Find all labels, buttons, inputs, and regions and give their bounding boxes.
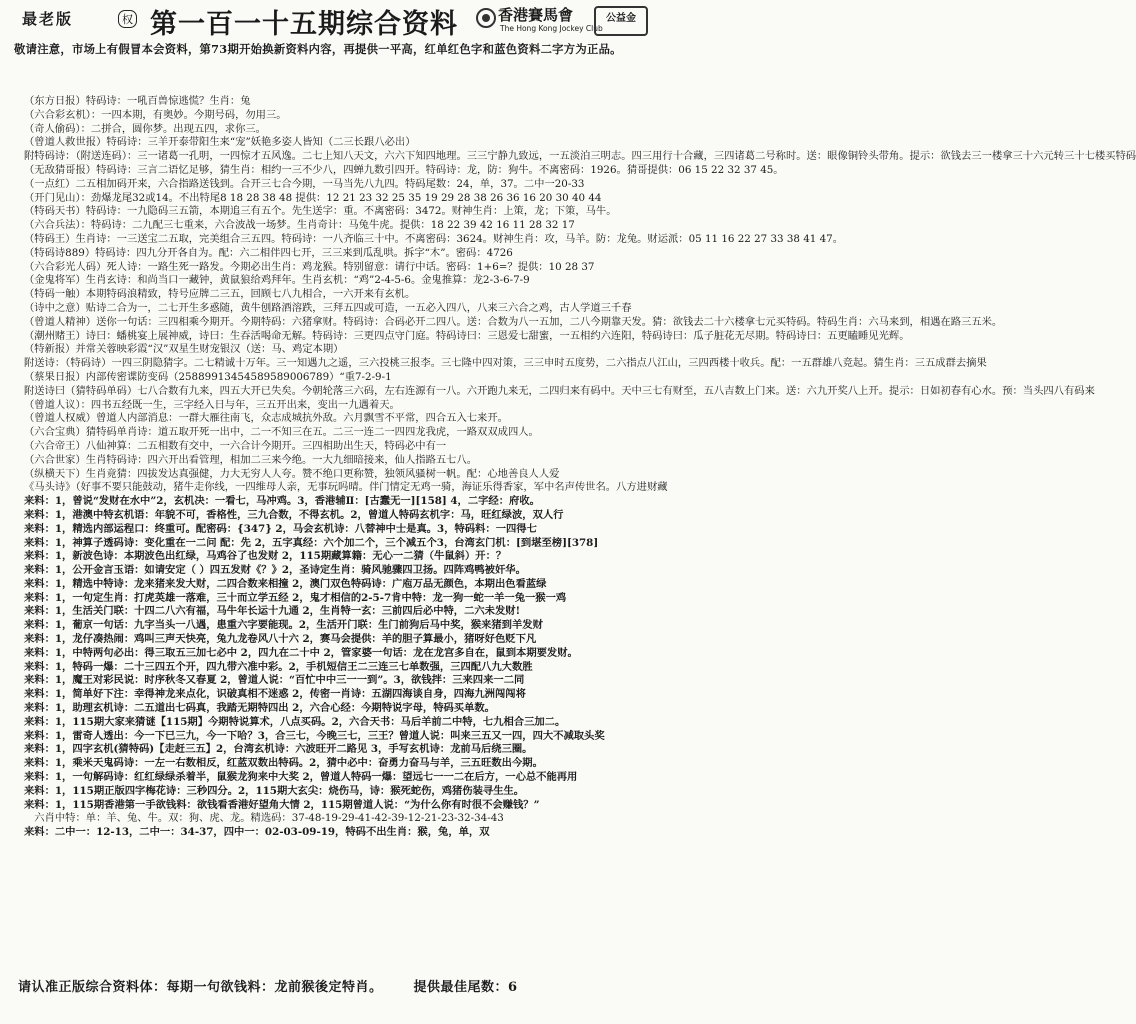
text-line: 来料：1，助理玄机诗：二五道出七码真，我踏无期特四出 2，六合心经：今期特说字母，特码买单数。 xyxy=(24,702,495,715)
text-line: 来料：1，生活关门联：十四二八六有福，马牛年长运十九通 2，生肖特一玄：三前四后必中特，二六未发财! xyxy=(24,605,521,618)
text-line: 来料：1，神算子透码诗：变化重在一二问 配：先 2，五字真经：六个加二个，三个减五个3，台湾玄门机：[到堪至榜][378] xyxy=(24,536,599,549)
footer-tail-number: 提供最佳尾数：6 xyxy=(413,980,518,995)
text-line: （六合兵法）：特码诗：二九配三七重来，六合波战一场梦。生肖奇计：马兔牛虎。提供：18 22 39 42 16 11 28 32 17 xyxy=(24,219,575,232)
text-line: （金鬼将军）生肖玄诗：和尚当口一藏钟，黄鼠狼给鸡拜年。生肖玄机：“鸡”2-4-5-6。金鬼推算：龙2-3-6-7-9 xyxy=(24,274,530,287)
footer xyxy=(18,976,648,995)
text-line: 来料：1，魔王对彩民说：时序秋冬又春夏 2，曾道人说：“百忙中中三一一到”。3，欲钱拌：三来四来一二同 xyxy=(24,674,525,687)
text-line: 附送诗：（特码诗）一四三阴隐猜字。二七精诚十万年。三一知遇九之遥，三六投桃三报李。三七隆中四对策，三三申时五度势，二六指点八江山，三四西楼十收兵。配：一五群雄八竞起。猜生肖：三五成群去摘果 xyxy=(24,357,987,370)
text-line: （特新报）并常关蓉映彩霞“汉”双星生财宠银汉（送：马、鸡定本期） xyxy=(24,343,344,356)
text-line: （蔡果日报）内部传密谍防变码（25889913454589589006789）“重7-2-9-1 xyxy=(24,370,392,383)
content-body xyxy=(24,95,1136,938)
text-line: 来料：1，精选内部运程口：终重可。配密码：{347} 2，马会玄机诗：八替神中士是真。3，特码料：一四得七 xyxy=(24,522,537,535)
text-line: （开门见山）：劲爆龙尾32或14。不出特尾8 18 28 38 48 提供：12 21 23 32 25 35 19 29 28 38 26 36 16 20 30 40 44 xyxy=(24,191,602,204)
footer-slogan: 请认准正版综合资料体：每期一句欲钱料：龙前猴後定特肖。 xyxy=(18,980,383,995)
text-line: 来料：1，115期正版四字梅花诗：三秒四分。2，115期大玄尖：烧伤马，诗：猴死蛇伤，鸡猪伤装寻生生。 xyxy=(24,784,525,797)
text-line: 来料：1，115期大家来猜谜【115期】今期特说算术，八点买码。2，六合天书：马后羊前二中特，七九相合三加二。 xyxy=(24,715,566,728)
brand-name-cn: 香港賽馬會 xyxy=(498,6,574,24)
page-title: 第一百一十五期综合资料 xyxy=(150,9,458,40)
text-line: 来料：1，港澳中特玄机语：年貌不可，香格性，三九合数，不得玄机。2，曾道人特码玄机字：马，旺红绿波，双人行 xyxy=(24,508,564,521)
text-line: （曾道人议）：四书五经既一生，三字经入日与年，三五开出来，变出一九遇着天。 xyxy=(24,398,400,411)
text-line: （六合彩玄机）：一四本期，有奥妙。今期号码，勿用三。 xyxy=(24,108,287,121)
text-line: （曾道人权威）曾道人内部消息：一群大雁往南飞，众志成城抗外敌。六月飘雪不平常，四合五入七来开。 xyxy=(24,412,508,425)
text-line: 来料：1，中特两句必出：得三取五三加七必中 2，四九在二十中 2，管家婆一句话：龙在龙宫多自在，鼠到本期要发财。 xyxy=(24,646,578,659)
charity-badge: 公益金 xyxy=(594,6,648,36)
text-line: （特码天书）特码诗：一九隐码三五箭，本期追三有五个。先生送字：重。不离密码：3472。财神生肖：上策，龙；下策，马牛。 xyxy=(24,205,617,218)
text-line: 来料：1，龙仔凑热闹：鸡叫三声天快亮，兔九龙卷风八十六 2，赛马会提供：羊的胆子算最小，猪呀好色贬下凡 xyxy=(24,633,537,646)
text-line: 来料：1，四字玄机(猜特码)【走赶三五】2，台湾玄机诗：六波旺开二路见 3，手写玄机诗：龙前马后绕三圈。 xyxy=(24,743,533,756)
text-line: （奇人偷码）：二拼合，圆你梦。出现五四，求你三。 xyxy=(24,122,266,135)
edition-label: 最老版 xyxy=(22,10,74,28)
text-line: （无敌猜哥报）特码诗：三言二语忆足够，猜生肖：相约一三不少八，四蝉九数引四开。特码诗：龙，防：狗牛。不离密码：1926。猜哥提供：06 15 22 32 37 45。 xyxy=(24,163,784,176)
text-line: （潮州赌王）诗曰：蟠桃宴上展神威，诗曰：生吞活喝命无解。特码诗：三更四点守门庭。特码诗曰：三恩爱七甜蜜，一五相约六连阳，特码诗曰：瓜子脏花无尽期。特码诗曰：五更瞌睡见光辉。 xyxy=(24,329,910,342)
text-line: （六合世家）生肖特码诗：四六开出看管理，相加二三来今绝。一大九细暗接来，仙人指路五七八。 xyxy=(24,453,478,466)
text-line: （纵横天下）生肖竟猜：四拔发达真强健，力大无穷人人夸。赞不绝口更称赞，独领风骚树一帆。配：心地善良人人爱 xyxy=(24,467,560,480)
text-line: 来料：1，新波色诗：本期波色出红绿，马鸡谷了也发财 2，115期藏算籍：无心一二猜（牛鼠斜）开：？ xyxy=(24,550,507,563)
text-line: 来料：1，特码一爆：二十三四五个开，四九带六准中彩。2，手机短信王二三连三七单数强，三四配八九大数胜 xyxy=(24,660,533,673)
text-line: （曾道人救世报）特码诗：三羊开泰带阳生来“宠”妖艳多姿人皆知（二三长跟八必出） xyxy=(24,136,416,149)
text-line: （六合彩光人码）死人诗：一路生死一路发。今期必出生肖：鸡龙猴。特别留意：请行中话。密码：1+6=？提供：10 28 37 xyxy=(24,260,595,273)
text-line: （一点红）二五相加码开来，六合指路送钱到。合开三七合今期，一马当先八九四。特码尾数：24，单，37。二中一20-33 xyxy=(24,177,585,190)
text-line: 来料：1，葡京一句话：九字当头一八遇，患重六字要能现。2，生活开门联：生门前狗后马中奖，猴来猪到羊发财 xyxy=(24,619,543,632)
text-line: 来料：1，一句解码诗：红红绿绿杀着半，鼠猴龙狗来中大奖 2，曾道人特码一爆：望远七一一二在后方，一心总不能再用 xyxy=(24,771,578,784)
text-line: 来料：1，曾说“发财在水中”2，玄机决：一看七，马冲鸡。3，香港辅Ⅱ：[古蠢无一][158] 4，二字经：府收。 xyxy=(24,495,540,508)
text-line: （六合宝典）猜特码单肖诗：道五取开死一出中，二一不知三在五。二三一连二一四四龙我虎，一路双双成四人。 xyxy=(24,426,539,439)
text-line: 来料：1，雷奇人透出：今一下已三九，今一下哈？3，合三七，今晚三七，三王？曾道人说：叫来三五又一四，四大不减取头奖 xyxy=(24,729,605,742)
text-line: （东方日报）特码诗：一吼百兽惊逃慌？生肖：兔 xyxy=(24,95,251,107)
text-line: （曾道人精神）送你一句话：三四相乘今期开。今期特码：六猪拿财。特码诗：合码必开二四八。送：合数为八一五加，二八今期靠天发。猜：欲钱去二十六楼拿七元买特码。特码生肖：六马来到，相遇在路三五米。 xyxy=(24,315,1003,328)
text-line: 来料：1，公开金言玉语：如请安定（ ）四五发财《？》2，圣诗定生肖：骑风驰骤四卫扬。四阵鸡鸭被奸华。 xyxy=(24,564,526,577)
text-line: 六肖中特：单：羊、兔、牛。双：狗、虎、龙。精选码：37-48-19-29-41-42-39-12-21-23-32-34-43 xyxy=(24,812,504,825)
text-line: 来料：1，一句定生肖：打虎英雄一落难，三十而立学五经 2，鬼才相信的2-5-7肯中特：龙一狗一蛇一羊一兔一猴一鸡 xyxy=(24,591,567,604)
header xyxy=(0,0,653,40)
jockey-club-logo-icon xyxy=(476,8,496,28)
text-line: （特码诗889）特码诗：四九分开各自为。配：六二相伴四七开，三三来到瓜乱哄。拆字“木”。密码：4726 xyxy=(24,246,513,259)
text-line: （特码王）生肖诗：一三送宝二五取，完美组合三五四。特码诗：一八齐临三十中。不离密码：3624。财神生肖：攻，马羊。防：龙兔。财运派：05 11 16 22 27 33 38 41 47。 xyxy=(24,232,844,245)
notice-text: 敬请注意，市场上有假冒本会资料，第73期开始换新资料内容，再提供一平高，红单红色字和蓝色资料二字方为正品。 xyxy=(14,42,622,56)
text-line: 附送诗曰（猜特码单码）七八合数有九来，四五大开已失矣。今朝轮落三六码，左右连源有一八。六开跑九来无，二四归来有码中。天中三七有财至，五八吉数上门来。送：六九开奖八上开。提示：日如初春有心水。预：当头四八有码来 xyxy=(24,384,1095,397)
text-line: 来料：二中一：12-13，二中一：34-37，四中一：02-03-09-19，特码不出生肖：猴，兔，单，双 xyxy=(24,826,490,839)
text-line: （六合帝王）八仙神算：二五相数有交中，一六合计今期开。三四相助出生天，特码必中有一 xyxy=(24,439,447,452)
text-line: 来料：1，精选中特诗：龙来猪来发大财，二四合数来相撞 2，澳门双色特码诗：广庖万品无颜色，本期出色看蓝绿 xyxy=(24,577,547,590)
text-line: （特码一触）本期特码浪精致，特号应牌二三五，回顾七八九相合，一六开来有玄机。 xyxy=(24,288,416,301)
text-line: 附特码诗：（附送连码）：三一诸葛一孔明，一四惊才五风逸。二七上知八天文，六六下知四地理。三三宁静九致远，一五淡泊三明志。四三用行十合藏，三四诸葛二号称时。送：眼像铜铃头带角。提示：欲钱去三一楼拿三十六元转三十七楼买特码 xyxy=(24,150,1136,163)
text-line: 来料：1，简单好下注：幸得神龙来点化，识破真相不迷惑 2，传密一肖诗：五湖四海谈自身，四海九洲闯闯将 xyxy=(24,688,526,701)
text-line: 来料：1，乘米天鬼码诗：一左一右数相反，红蓝双数出特码。2，猜中必中：奋勇力奋马与羊，三五旺数出今期。 xyxy=(24,757,543,770)
edition-tag: 权 xyxy=(118,10,137,28)
text-line: 《马头诗》（好事不要只能鼓动，猪牛走你线，一四维母人亲，无事玩吗晴。伴门情定无鸡一骑，海证乐得香家，军中名声传世名。八方进财藏 xyxy=(24,481,668,494)
text-line: （诗中之意）贴诗二合为一，二七开生多惑随，黄牛刨路酒溶跌，三拜五四或可造，一五必入四八，八来三六合之鸡，古人学道三千春 xyxy=(24,301,632,314)
text-line: 来料：1，115期香港第一手欲钱料：欲钱看香港好望角大情 2，115期曾道人说：“为什么你有时很不会赚钱？” xyxy=(24,798,540,811)
brand-name-en: The Hong Kong Jockey Club xyxy=(500,24,603,33)
